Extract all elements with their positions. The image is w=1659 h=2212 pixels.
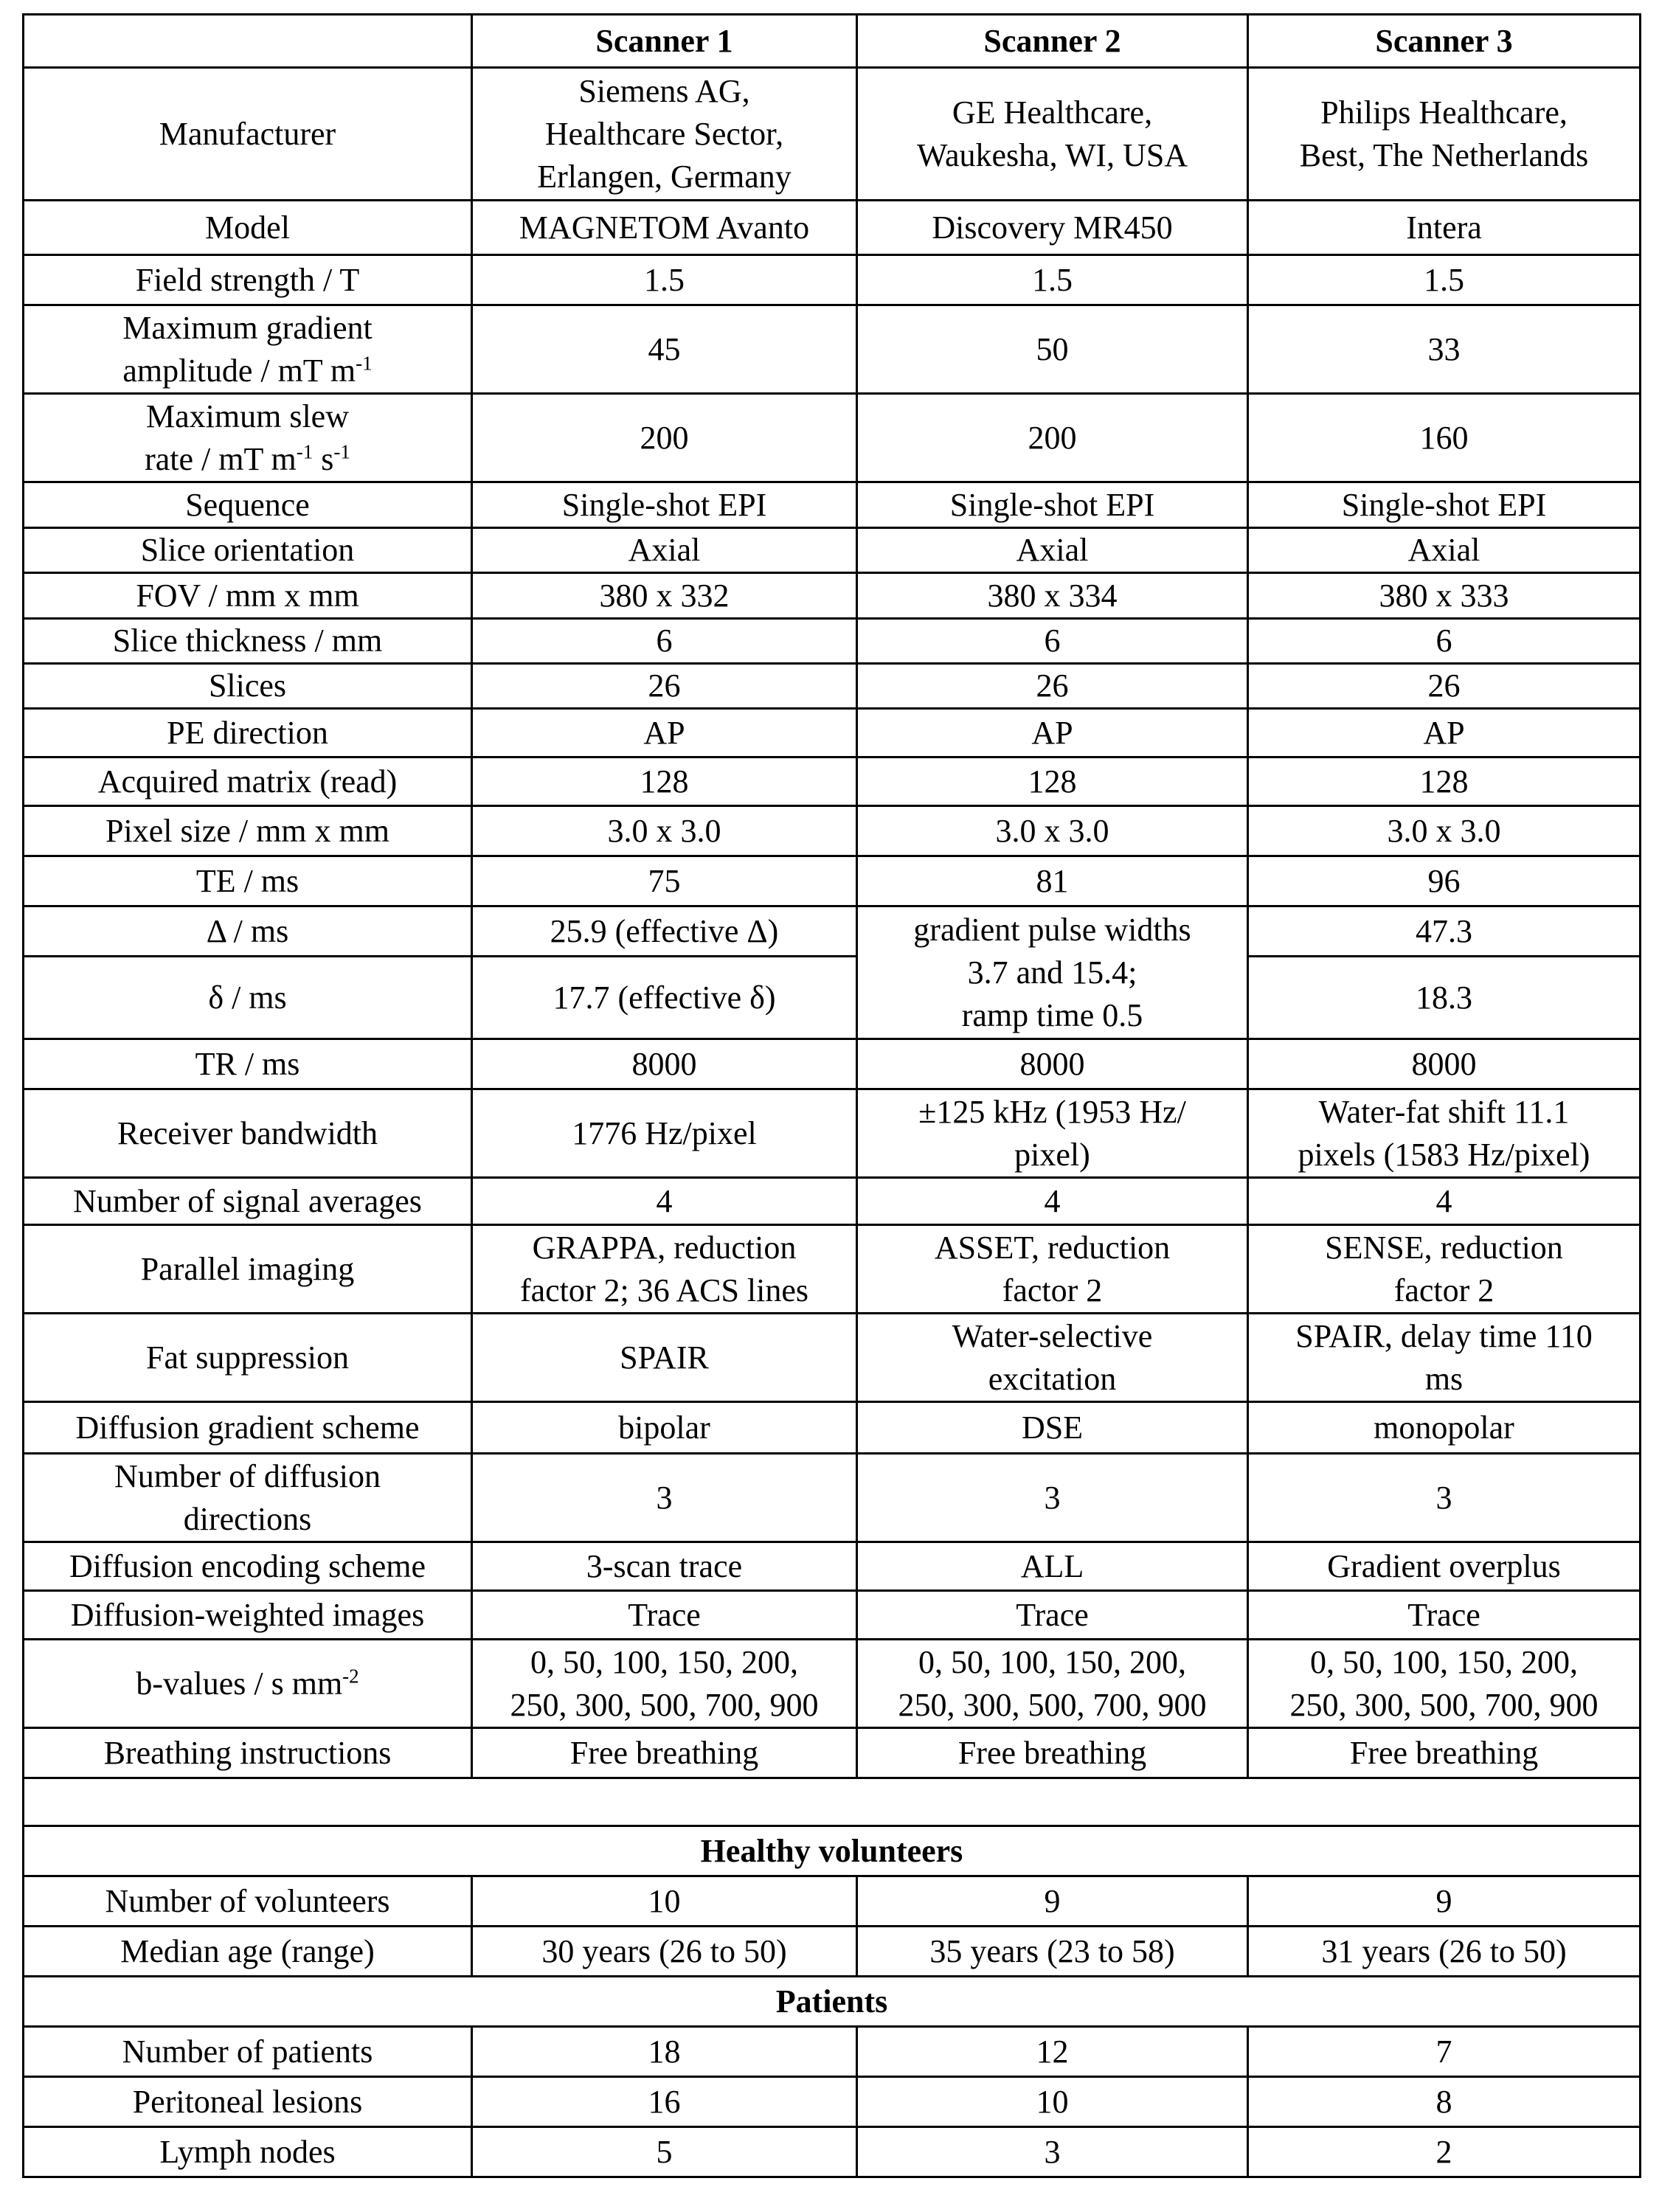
scanner-3-value: Trace xyxy=(1248,1591,1641,1640)
scanner-1-value: bipolar xyxy=(472,1402,857,1454)
scanner-2-value: 6 xyxy=(857,619,1248,664)
scanner-2-header: Scanner 2 xyxy=(857,15,1248,68)
row-label: Number of diffusion directions xyxy=(24,1454,472,1542)
scanner-1-value: Free breathing xyxy=(472,1728,857,1778)
scanner-2-value: 1.5 xyxy=(857,255,1248,305)
row-label: TR / ms xyxy=(24,1039,472,1089)
scanner-2-value: 3 xyxy=(857,1454,1248,1542)
spacer-cell xyxy=(24,1778,1641,1826)
scanner-2-value: AP xyxy=(857,709,1248,757)
scanner-1-value: 26 xyxy=(472,664,857,709)
scanner-1-value: MAGNETOM Avanto xyxy=(472,201,857,255)
lymph-nodes-row xyxy=(24,2127,1641,2177)
row-label: Sequence xyxy=(24,482,472,528)
scanner-1-value: 10 xyxy=(472,1876,857,1927)
row-label: Parallel imaging xyxy=(24,1225,472,1314)
fat-suppression-row xyxy=(24,1314,1641,1402)
scanner-1-value: 5 xyxy=(472,2127,857,2177)
scanner-3-value: SPAIR, delay time 110 ms xyxy=(1248,1314,1641,1402)
scanner-2-value: 10 xyxy=(857,2077,1248,2127)
max-slew-row xyxy=(24,394,1641,482)
b-values-row xyxy=(24,1640,1641,1728)
scanner-3-value: Intera xyxy=(1248,201,1641,255)
scanner-1-value: 25.9 (effective Δ) xyxy=(472,906,857,957)
small-delta-row xyxy=(24,957,1641,1039)
corner-cell xyxy=(24,15,472,68)
te-row xyxy=(24,856,1641,906)
scanner-2-value: 35 years (23 to 58) xyxy=(857,1927,1248,1977)
healthy-section-row xyxy=(24,1826,1641,1876)
row-label: Fat suppression xyxy=(24,1314,472,1402)
scanner-1-value: 6 xyxy=(472,619,857,664)
scanner-2-value: 380 x 334 xyxy=(857,573,1248,619)
scanner-3-value: Gradient overplus xyxy=(1248,1542,1641,1591)
scanner-1-value: 45 xyxy=(472,305,857,394)
row-label: Number of signal averages xyxy=(24,1178,472,1225)
scanner-2-value: 26 xyxy=(857,664,1248,709)
scanner-1-value: SPAIR xyxy=(472,1314,857,1402)
scanner-2-value: DSE xyxy=(857,1402,1248,1454)
scanner-2-value: Single-shot EPI xyxy=(857,482,1248,528)
scanner-1-value: AP xyxy=(472,709,857,757)
sequence-row xyxy=(24,482,1641,528)
scanner-1-value: Axial xyxy=(472,528,857,573)
scanner-1-value: Siemens AG, Healthcare Sector, Erlangen, Germany xyxy=(472,68,857,201)
max-gradient-row xyxy=(24,305,1641,394)
row-label: b-values / s $mm^{-2}$ xyxy=(24,1640,472,1728)
scanner-2-value: 81 xyxy=(857,856,1248,906)
row-label: Field strength / T xyxy=(24,255,472,305)
scanner-3-value: Single-shot EPI xyxy=(1248,482,1641,528)
pe-direction-row xyxy=(24,709,1641,757)
scanner-1-value: 16 xyxy=(472,2077,857,2127)
scanner-3-value: 3 xyxy=(1248,1454,1641,1542)
median-age-row xyxy=(24,1927,1641,1977)
scanner-2-value: 8000 xyxy=(857,1039,1248,1089)
scanner-3-value: 1.5 xyxy=(1248,255,1641,305)
scanner-1-value: 8000 xyxy=(472,1039,857,1089)
scanner-3-value: 3.0 x 3.0 xyxy=(1248,806,1641,856)
scanner-1-value: 75 xyxy=(472,856,857,906)
scanner-3-value: 0, 50, 100, 150, 200, 250, 300, 500, 700, 900 xyxy=(1248,1640,1641,1728)
row-label: Number of patients xyxy=(24,2027,472,2077)
row-label: Slice thickness / mm xyxy=(24,619,472,664)
row-label: Slices xyxy=(24,664,472,709)
scanner-2-value: Water-selective excitation xyxy=(857,1314,1248,1402)
encoding-row xyxy=(24,1542,1641,1591)
scanner-3-value: 380 x 333 xyxy=(1248,573,1641,619)
scanner-2-value: Trace xyxy=(857,1591,1248,1640)
row-label: Diffusion encoding scheme xyxy=(24,1542,472,1591)
row-label: Slice orientation xyxy=(24,528,472,573)
big-delta-row xyxy=(24,906,1641,957)
scanner-3-value: Axial xyxy=(1248,528,1641,573)
scanner-1-value: 17.7 (effective δ) xyxy=(472,957,857,1039)
scanner-3-value: 9 xyxy=(1248,1876,1641,1927)
scanner-3-value: 8 xyxy=(1248,2077,1641,2127)
scanner-2-value: Discovery MR450 xyxy=(857,201,1248,255)
scanner-3-value: 8000 xyxy=(1248,1039,1641,1089)
scanner-3-value: 160 xyxy=(1248,394,1641,482)
scanner-1-value: 380 x 332 xyxy=(472,573,857,619)
row-label: Receiver bandwidth xyxy=(24,1089,472,1178)
scanner-3-value: 4 xyxy=(1248,1178,1641,1225)
row-label: Manufacturer xyxy=(24,68,472,201)
scanner-1-value: 18 xyxy=(472,2027,857,2077)
row-label: Median age (range) xyxy=(24,1927,472,1977)
scanner-3-value: 96 xyxy=(1248,856,1641,906)
scanner-2-value: 200 xyxy=(857,394,1248,482)
row-label: TE / ms xyxy=(24,856,472,906)
row-label: Diffusion-weighted images xyxy=(24,1591,472,1640)
row-label: Pixel size / mm x mm xyxy=(24,806,472,856)
scanner-3-value: 128 xyxy=(1248,757,1641,806)
scanner-1-header: Scanner 1 xyxy=(472,15,857,68)
spacer-row xyxy=(24,1778,1641,1826)
pixel-size-row xyxy=(24,806,1641,856)
row-label: PE direction xyxy=(24,709,472,757)
scanner-3-value: AP xyxy=(1248,709,1641,757)
gradient-scheme-row xyxy=(24,1402,1641,1454)
field-strength-row xyxy=(24,255,1641,305)
scanner-1-value: 1.5 xyxy=(472,255,857,305)
scanner-1-value: 1776 Hz/pixel xyxy=(472,1089,857,1178)
scanner-2-value: 50 xyxy=(857,305,1248,394)
scanner-1-value: Trace xyxy=(472,1591,857,1640)
slices-row xyxy=(24,664,1641,709)
peritoneal-lesions-row xyxy=(24,2077,1641,2127)
scanner-2-value: 3.0 x 3.0 xyxy=(857,806,1248,856)
scanner-1-value: 3-scan trace xyxy=(472,1542,857,1591)
scanner-1-value: 30 years (26 to 50) xyxy=(472,1927,857,1977)
scanner-3-value: Philips Healthcare, Best, The Netherlands xyxy=(1248,68,1641,201)
scanner-1-value: 200 xyxy=(472,394,857,482)
tr-row xyxy=(24,1039,1641,1089)
scanner-2-value: 3 xyxy=(857,2127,1248,2177)
row-label: Breathing instructions xyxy=(24,1728,472,1778)
scanner-1-value: GRAPPA, reduction factor 2; 36 ACS lines xyxy=(472,1225,857,1314)
directions-row xyxy=(24,1454,1641,1542)
scanner-3-value: Free breathing xyxy=(1248,1728,1641,1778)
row-label: Number of volunteers xyxy=(24,1876,472,1927)
scanner-2-delta-value: gradient pulse widths 3.7 and 15.4; ramp time 0.5 xyxy=(857,906,1248,1039)
scanner-3-header: Scanner 3 xyxy=(1248,15,1641,68)
scanner-3-value: 47.3 xyxy=(1248,906,1641,957)
slice-thickness-row xyxy=(24,619,1641,664)
scanner-2-value: 12 xyxy=(857,2027,1248,2077)
row-label: Lymph nodes xyxy=(24,2127,472,2177)
row-label: Peritoneal lesions xyxy=(24,2077,472,2127)
dw-images-row xyxy=(24,1591,1641,1640)
scanner-2-value: 128 xyxy=(857,757,1248,806)
scanner-3-value: 6 xyxy=(1248,619,1641,664)
breathing-row xyxy=(24,1728,1641,1778)
header-row xyxy=(24,15,1641,68)
scanner-3-value: Water-fat shift 11.1 pixels (1583 Hz/pixel) xyxy=(1248,1089,1641,1178)
scanner-2-value: ±125 kHz (1953 Hz/ pixel) xyxy=(857,1089,1248,1178)
scanner-1-value: 3 xyxy=(472,1454,857,1542)
row-label: δ / ms xyxy=(24,957,472,1039)
section-title: Healthy volunteers xyxy=(24,1826,1641,1876)
scanner-2-value: 0, 50, 100, 150, 200, 250, 300, 500, 700, 900 xyxy=(857,1640,1248,1728)
slice-orientation-row xyxy=(24,528,1641,573)
fov-row xyxy=(24,573,1641,619)
row-label: FOV / mm x mm xyxy=(24,573,472,619)
scanner-2-value: Free breathing xyxy=(857,1728,1248,1778)
parallel-imaging-row xyxy=(24,1225,1641,1314)
patients-section-row xyxy=(24,1977,1641,2027)
row-label: Maximum gradient amplitude / mT $m^{-1}$ xyxy=(24,305,472,394)
scanner-parameters-table xyxy=(22,13,1641,2178)
row-label: Diffusion gradient scheme xyxy=(24,1402,472,1454)
scanner-2-value: ASSET, reduction factor 2 xyxy=(857,1225,1248,1314)
scanner-2-value: ALL xyxy=(857,1542,1248,1591)
scanner-3-value: 7 xyxy=(1248,2027,1641,2077)
scanner-3-value: 18.3 xyxy=(1248,957,1641,1039)
scanner-3-value: 2 xyxy=(1248,2127,1641,2177)
bandwidth-row xyxy=(24,1089,1641,1178)
scanner-3-value: 33 xyxy=(1248,305,1641,394)
scanner-3-value: monopolar xyxy=(1248,1402,1641,1454)
scanner-3-value: 31 years (26 to 50) xyxy=(1248,1927,1641,1977)
row-label: Δ / ms xyxy=(24,906,472,957)
scanner-2-value: Axial xyxy=(857,528,1248,573)
row-label: Maximum slew rate / mT $m^{-1}$ $s^{-1}$ xyxy=(24,394,472,482)
scanner-2-value: 9 xyxy=(857,1876,1248,1927)
scanner-3-value: 26 xyxy=(1248,664,1641,709)
scanner-1-value: 4 xyxy=(472,1178,857,1225)
scanner-1-value: 0, 50, 100, 150, 200, 250, 300, 500, 700, 900 xyxy=(472,1640,857,1728)
scanner-1-value: 128 xyxy=(472,757,857,806)
scanner-2-value: GE Healthcare, Waukesha, WI, USA xyxy=(857,68,1248,201)
volunteers-count-row xyxy=(24,1876,1641,1927)
averages-row xyxy=(24,1178,1641,1225)
row-label: Model xyxy=(24,201,472,255)
scanner-3-value: SENSE, reduction factor 2 xyxy=(1248,1225,1641,1314)
patients-count-row xyxy=(24,2027,1641,2077)
model-row xyxy=(24,201,1641,255)
row-label: Acquired matrix (read) xyxy=(24,757,472,806)
scanner-2-value: 4 xyxy=(857,1178,1248,1225)
scanner-1-value: 3.0 x 3.0 xyxy=(472,806,857,856)
acquired-matrix-row xyxy=(24,757,1641,806)
section-title: Patients xyxy=(24,1977,1641,2027)
scanner-1-value: Single-shot EPI xyxy=(472,482,857,528)
manufacturer-row xyxy=(24,68,1641,201)
